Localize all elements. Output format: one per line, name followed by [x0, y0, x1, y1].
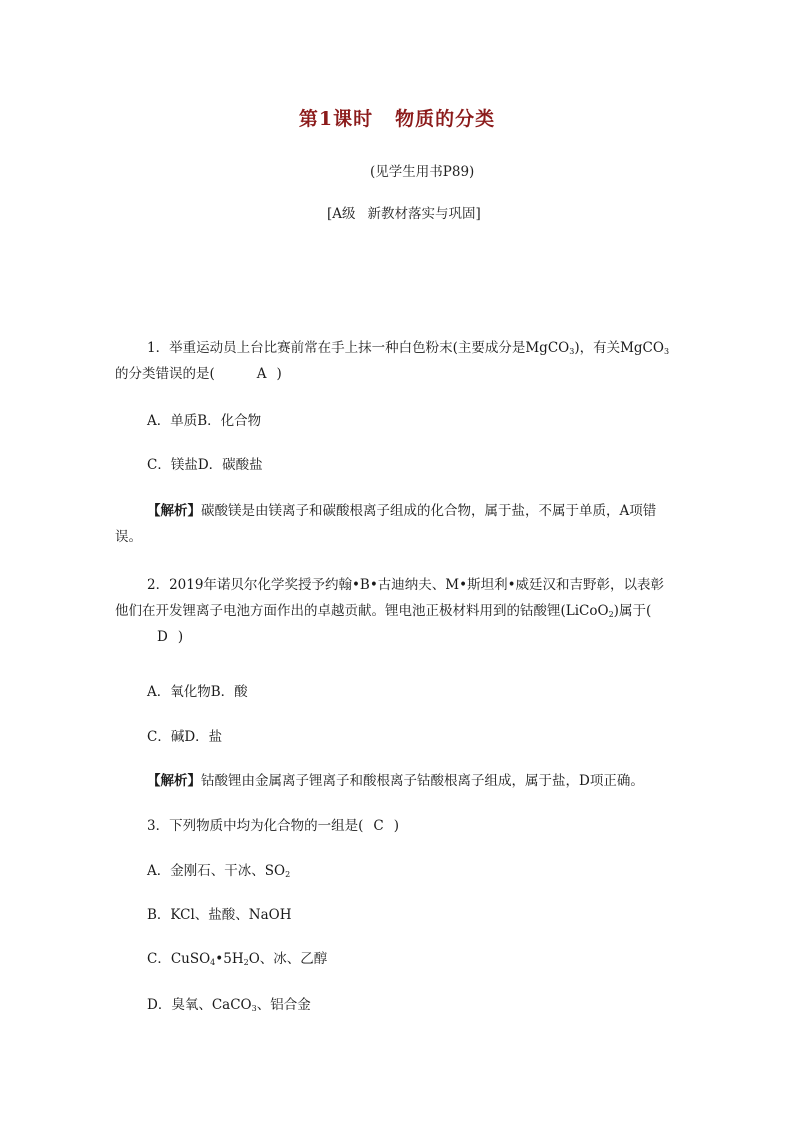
question-3-option-d: D．臭氧、CaCO$_3$、铝合金 — [147, 997, 311, 1013]
question-1-options-ab: A．单质B．化合物 — [147, 413, 262, 429]
question-3-answer: C — [373, 818, 384, 834]
question-2-analysis: 【解析】钴酸锂由金属离子锂离子和酸根离子钴酸根离子组成，属于盐，D项正确。 — [147, 773, 644, 789]
question-1-stem: 1．举重运动员上台比赛前常在手上抹一种白色粉末(主要成分是MgCO$_3$)，有关MgCO$_3$的分类错误的是( A ) — [115, 335, 677, 387]
question-3-option-c: C．$CuSO_4•5H_2O$、冰、乙醇 — [147, 951, 328, 967]
analysis-tag: 【解析】 — [147, 773, 201, 789]
question-2-answer: D — [157, 629, 168, 645]
lesson-topic: 物质的分类 — [395, 108, 496, 130]
question-2-options-ab: A．氧化物B．酸 — [147, 684, 248, 700]
question-3-option-a: A．金刚石、干冰、$SO_2$ — [147, 863, 291, 879]
question-3-stem: 3．下列物质中均为化合物的一组是( C ) — [147, 813, 677, 839]
question-1-options-cd: C．镁盐D．碳酸盐 — [147, 457, 263, 473]
page-title — [0, 104, 794, 131]
question-3-option-b: B．KCl、盐酸、NaOH — [147, 907, 292, 923]
question-2-options-cd: C．碱D．盐 — [147, 729, 223, 745]
book-reference: (见学生用书P89) — [370, 164, 475, 180]
level-heading: [A级 新教材落实与巩固] — [327, 206, 481, 222]
question-2-stem: 2．2019年诺贝尔化学奖授予约翰•B•古迪纳夫、M•斯坦利•威廷汉和吉野彰，以表彰他们在开发锂离子电池方面作出的卓越贡献。锂电池正极材料用到的钴酸锂(LiCoO$_2$)属于(D ) — [115, 572, 677, 650]
analysis-tag: 【解析】 — [147, 503, 201, 519]
lesson-number: 第1课时 — [298, 108, 374, 130]
question-1-analysis: 【解析】碳酸镁是由镁离子和碳酸根离子组成的化合物，属于盐，不属于单质，A项错误。 — [115, 503, 657, 545]
question-1-answer: A — [256, 366, 267, 382]
